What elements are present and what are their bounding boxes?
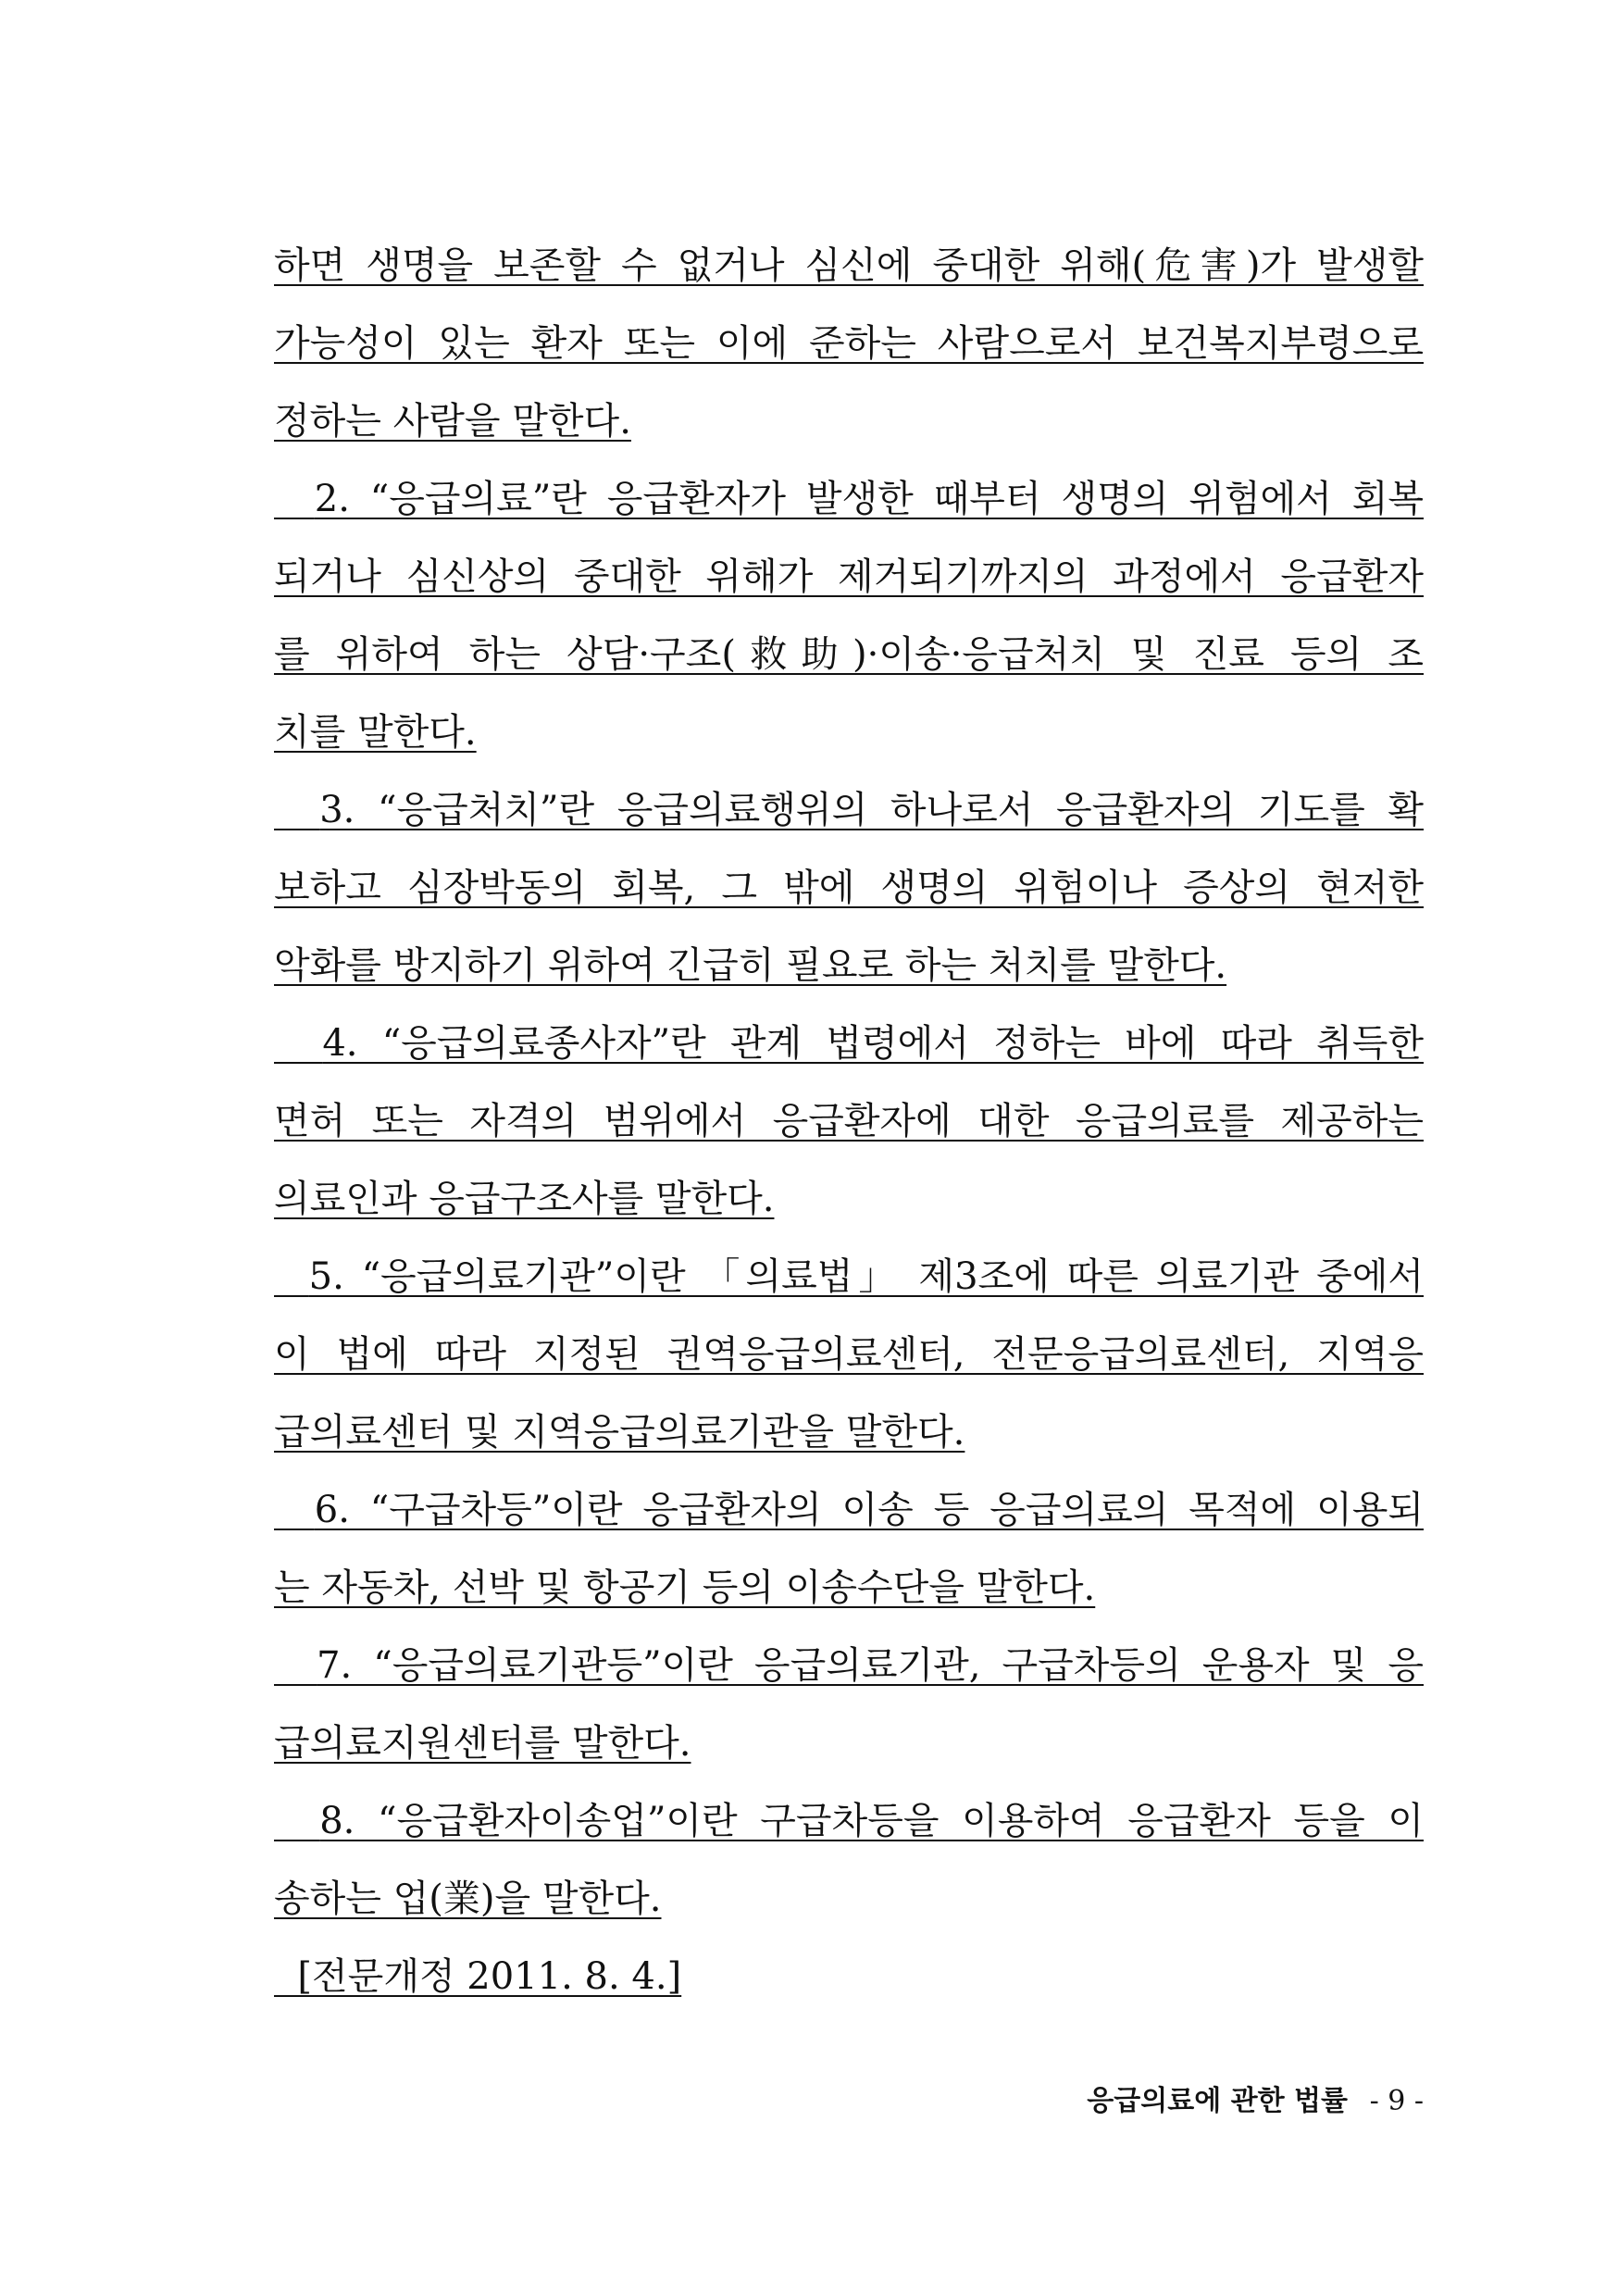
page-footer bbox=[1087, 2083, 1424, 2120]
text-line: 급의료지원센터를 말한다. bbox=[274, 1722, 691, 1765]
text-line: 치를 말한다. bbox=[274, 711, 477, 754]
text-line: 는 자동차, 선박 및 항공기 등의 이송수단을 말한다. bbox=[274, 1566, 1096, 1609]
text-line: 보하고 심장박동의 회복, 그 밖에 생명의 위험이나 증상의 현저한 bbox=[274, 867, 1424, 909]
text-line: 8. “응급환자이송업”이란 구급차등을 이용하여 응급환자 등을 이 bbox=[274, 1800, 1424, 1842]
law-body bbox=[274, 227, 1424, 2015]
text-line: 의료인과 응급구조사를 말한다. bbox=[274, 1178, 775, 1220]
text-line: 가능성이 있는 환자 또는 이에 준하는 사람으로서 보건복지부령으로 bbox=[274, 322, 1424, 365]
text-line: 악화를 방지하기 위하여 긴급히 필요로 하는 처치를 말한다. bbox=[274, 944, 1227, 987]
text-line: 송하는 업(業)을 말한다. bbox=[274, 1878, 662, 1920]
page-number: - 9 - bbox=[1369, 2085, 1424, 2117]
text-line: 7. “응급의료기관등”이란 응급의료기관, 구급차등의 운용자 및 응 bbox=[274, 1644, 1424, 1687]
text-line: 를 위하여 하는 상담·구조(救助)·이송·응급처치 및 진료 등의 조 bbox=[274, 633, 1424, 676]
text-line: 되거나 심신상의 중대한 위해가 제거되기까지의 과정에서 응급환자 bbox=[274, 555, 1424, 598]
text-line: 이 법에 따라 지정된 권역응급의료센터, 전문응급의료센터, 지역응 bbox=[274, 1333, 1424, 1376]
text-line: 2. “응급의료”란 응급환자가 발생한 때부터 생명의 위험에서 회복 bbox=[274, 478, 1424, 520]
text-line: 5. “응급의료기관”이란 「의료법」 제3조에 따른 의료기관 중에서 bbox=[274, 1255, 1424, 1298]
text-line: 급의료센터 및 지역응급의료기관을 말한다. bbox=[274, 1411, 965, 1454]
text-line: 6. “구급차등”이란 응급환자의 이송 등 응급의료의 목적에 이용되 bbox=[274, 1489, 1424, 1531]
text-line: [전문개정 2011. 8. 4.] bbox=[274, 1955, 682, 1998]
footer-law-title: 응급의료에 관한 법률 bbox=[1087, 2085, 1349, 2117]
text-line: 하면 생명을 보존할 수 없거나 심신에 중대한 위해(危害)가 발생할 bbox=[274, 244, 1424, 287]
text-line: 면허 또는 자격의 범위에서 응급환자에 대한 응급의료를 제공하는 bbox=[274, 1100, 1424, 1142]
text-line: 3. “응급처치”란 응급의료행위의 하나로서 응급환자의 기도를 확 bbox=[274, 789, 1424, 831]
text-line: 4. “응급의료종사자”란 관계 법령에서 정하는 바에 따라 취득한 bbox=[274, 1022, 1424, 1065]
text-line: 정하는 사람을 말한다. bbox=[274, 400, 631, 443]
